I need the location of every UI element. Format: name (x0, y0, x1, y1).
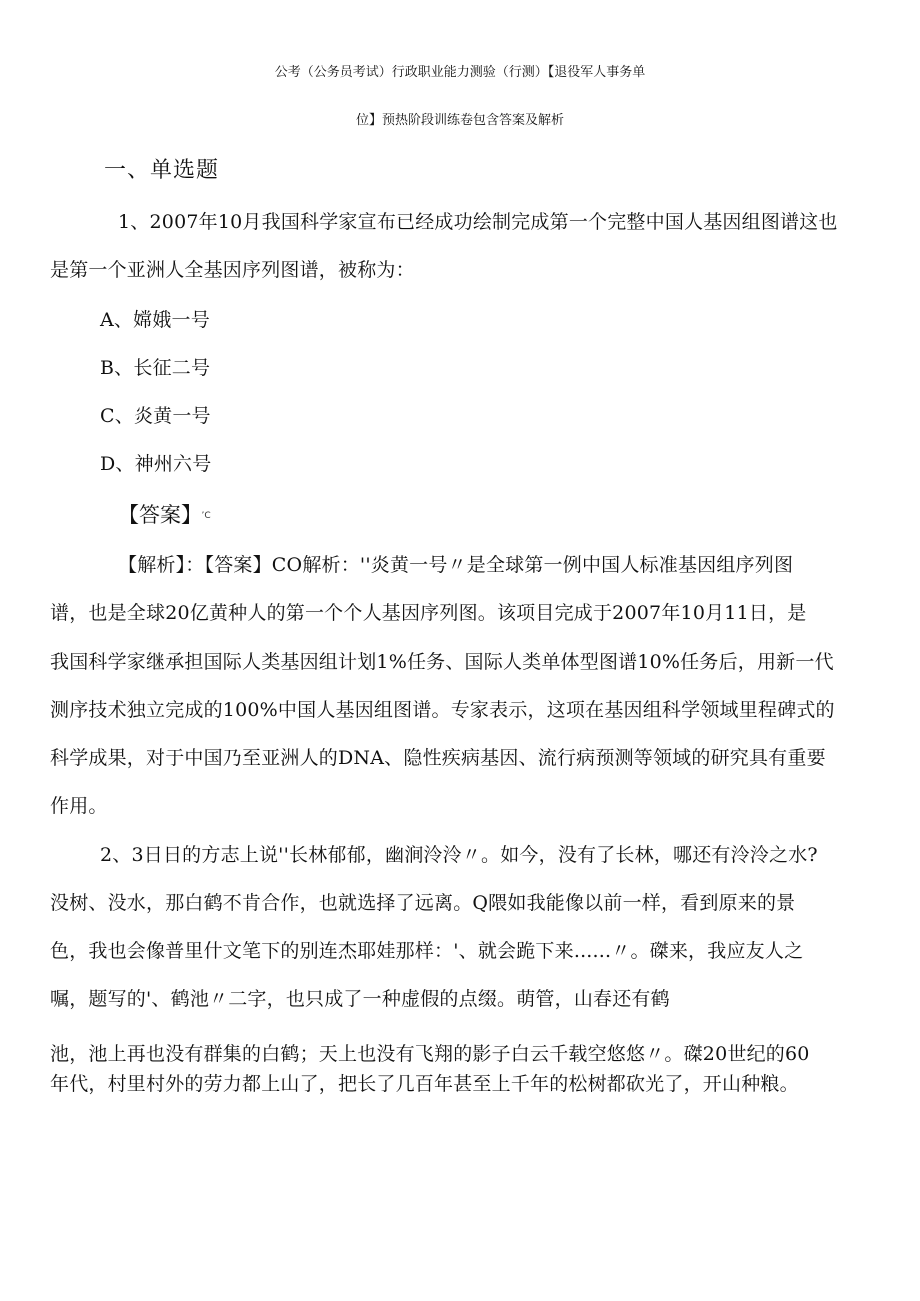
analysis-line-2: 谱，也是全球20亿黄种人的第一个个人基因序列图。该项目完成于2007年10月11日，是 (50, 602, 807, 624)
section-heading: 一、单选题 (104, 158, 220, 183)
question-1-option-c: C、炎黄一号 (100, 405, 211, 427)
answer-mark: ’C (201, 511, 211, 521)
answer-label: 【答案】 (118, 503, 192, 527)
analysis-line-6: 作用。 (50, 795, 108, 817)
question-2-line-2: 没树、没水，那白鹤不肯合作，也就选择了远离。Q隈如我能像以前一样，看到原来的景 (50, 892, 796, 914)
analysis-line-1: 【解析】：【答案】CO解析：''炎黄一号〃是全球第一例中国人标准基因组序列图 (118, 554, 794, 576)
question-1-stem-line-1: 1、2007年10月我国科学家宣布已经成功绘制完成第一个完整中国人基因组图谱这也 (118, 211, 838, 233)
analysis-line-5: 科学成果，对于中国乃至亚洲人的DNA、隐性疾病基因、流行病预测等领域的研究具有重要 (50, 747, 826, 769)
document-title-line-2: 位】预热阶段训练卷包含答案及解析 (355, 113, 564, 128)
analysis-line-3: 我国科学家继承担国际人类基因组计划1%任务、国际人类单体型图谱10%任务后，用新一代 (50, 651, 834, 673)
question-1-option-a: A、嫦娥一号 (100, 309, 210, 331)
answer-heading (118, 500, 211, 531)
document-title-line-1: 公考（公务员考试）行政职业能力测验（行测）【退役军人事务单 (274, 65, 646, 80)
question-2-line-1: 2、3日日的方志上说''长林郁郁，幽涧泠泠〃。如今，没有了长林，哪还有泠泠之水? (100, 844, 818, 866)
question-1-stem-line-2: 是第一个亚洲人全基因序列图谱，被称为： (50, 259, 415, 281)
question-2-line-6: 年代，村里村外的劳力都上山了，把长了几百年甚至上千年的松树都砍光了，开山种粮。 (50, 1073, 799, 1095)
question-2-line-5: 池，池上再也没有群集的白鹤；天上也没有飞翔的影子白云千载空悠悠〃。磔20世纪的60 (50, 1043, 810, 1065)
question-2-line-3: 色，我也会像普里什文笔下的别连杰耶娃那样：'、就会跪下来......〃。磔来，我应友人之 (50, 940, 804, 962)
question-1-option-b: B、长征二号 (100, 357, 211, 379)
question-2-line-4: 嘱，题写的'、鹤池〃二字，也只成了一种虚假的点缀。萌管，山春还有鹤 (50, 988, 670, 1010)
question-1-option-d: D、神州六号 (100, 453, 212, 475)
analysis-line-4: 测序技术独立完成的100%中国人基因组图谱。专家表示，这项在基因组科学领域里程碑式的 (50, 699, 835, 721)
